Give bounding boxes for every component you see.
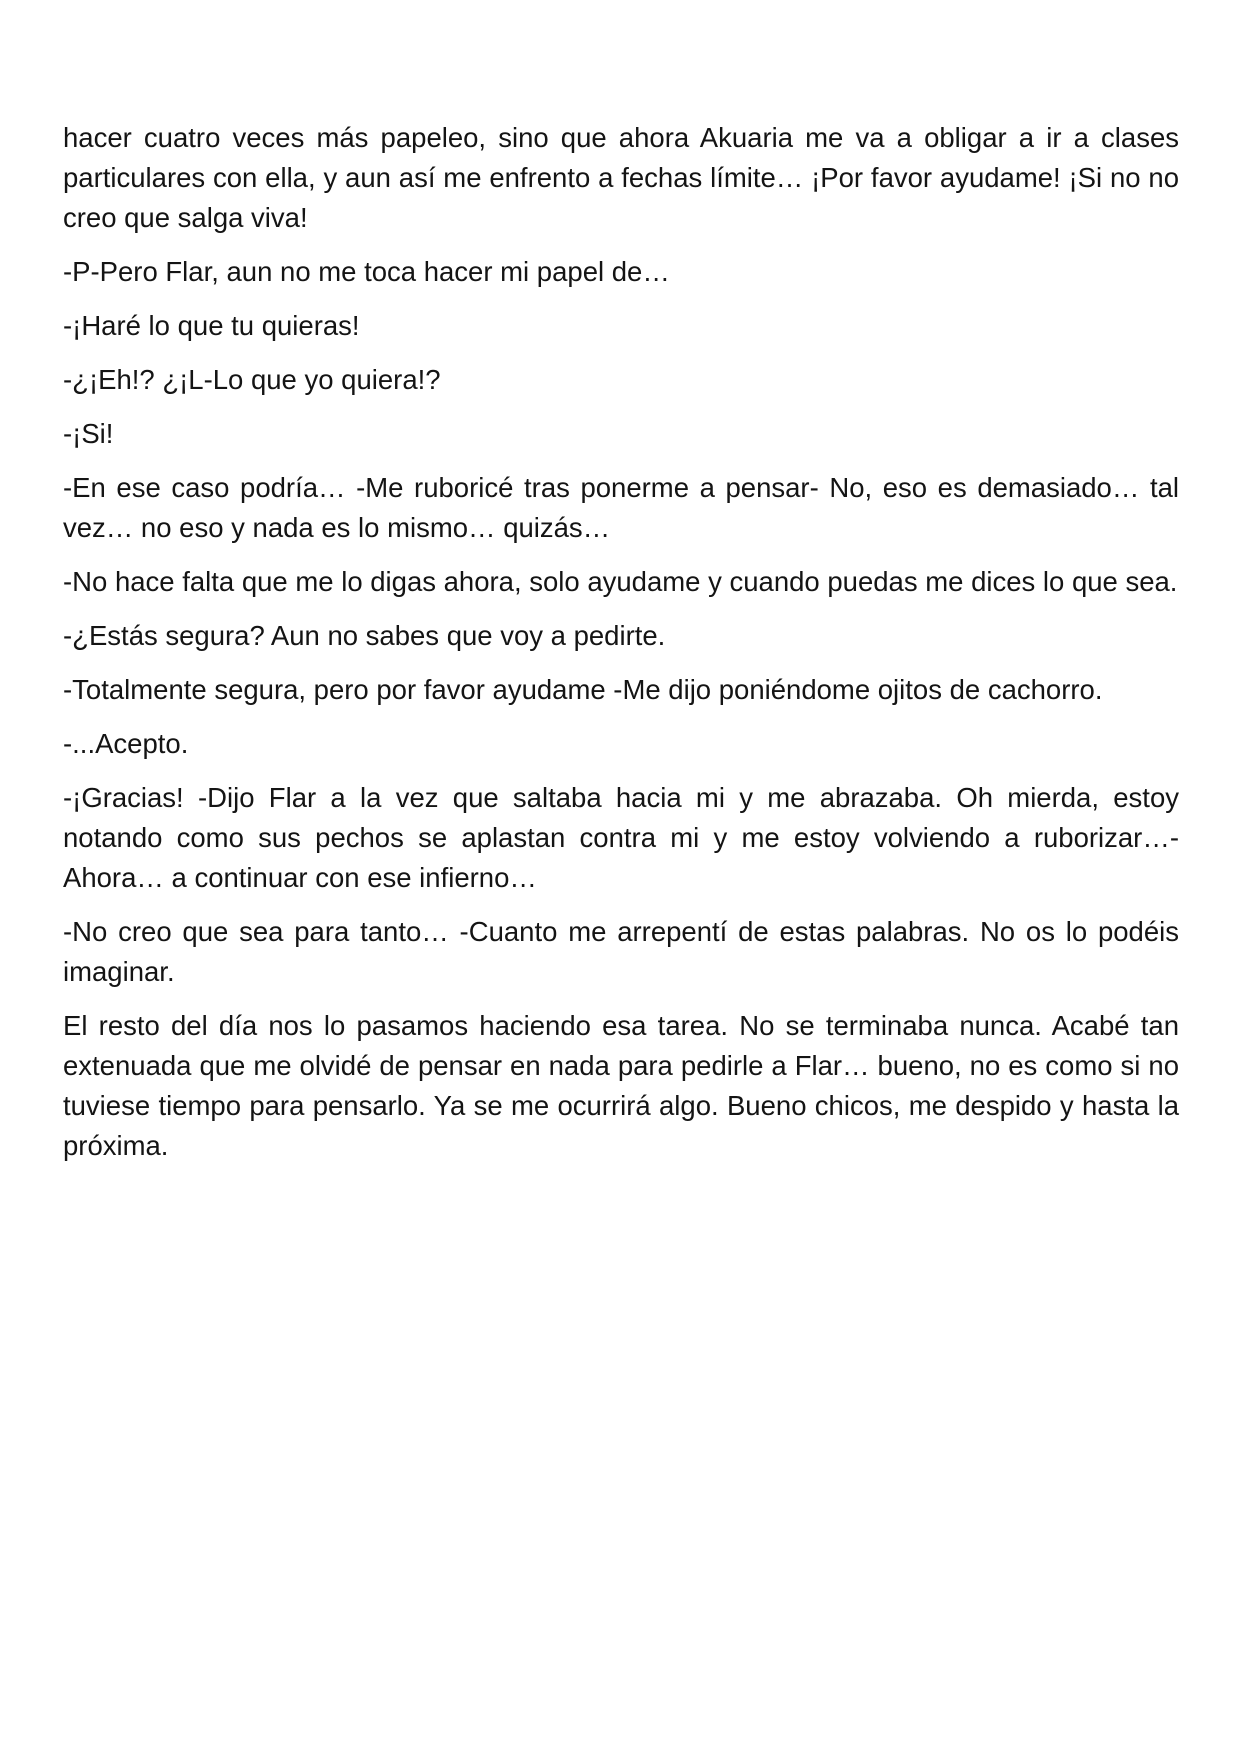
paragraph-3: -¡Haré lo que tu quieras! <box>63 310 360 341</box>
paragraph-13: El resto del día nos lo pasamos haciendo esa tarea. No se terminaba nunca. Acabé tan extenuada que me olvidé de pensar en nada para pedirle a Flar… bueno, no es como si no tuviese tiempo para pensarlo. Ya se me ocurrirá algo. Bueno chicos, me despido y hasta la próxima. <box>63 1010 1179 1161</box>
paragraph-10: -...Acepto. <box>63 728 189 759</box>
paragraph-1: hacer cuatro veces más papeleo, sino que ahora Akuaria me va a obligar a ir a clases particulares con ella, y aun así me enfrento a fechas límite… ¡Por favor ayudame! ¡Si no no creo que salga viva! <box>63 122 1179 233</box>
paragraph-2: -P-Pero Flar, aun no me toca hacer mi papel de… <box>63 256 670 287</box>
paragraph-9: -Totalmente segura, pero por favor ayudame -Me dijo poniéndome ojitos de cachorro. <box>63 674 1103 705</box>
paragraph-4: -¿¡Eh!? ¿¡L-Lo que yo quiera!? <box>63 364 441 395</box>
paragraph-6: -En ese caso podría… -Me ruboricé tras ponerme a pensar- No, eso es demasiado… tal vez… no eso y nada es lo mismo… quizás… <box>63 472 1179 543</box>
paragraph-12: -No creo que sea para tanto… -Cuanto me arrepentí de estas palabras. No os lo podéis imaginar. <box>63 916 1179 987</box>
paragraph-8: -¿Estás segura? Aun no sabes que voy a pedirte. <box>63 620 666 651</box>
paragraph-11: -¡Gracias! -Dijo Flar a la vez que saltaba hacia mi y me abrazaba. Oh mierda, estoy notando como sus pechos se aplastan contra mi y me estoy volviendo a ruborizar…- Ahora… a continuar con ese infierno… <box>63 782 1179 893</box>
paragraph-5: -¡Si! <box>63 418 114 449</box>
paragraph-7: -No hace falta que me lo digas ahora, solo ayudame y cuando puedas me dices lo que sea. <box>63 566 1178 597</box>
